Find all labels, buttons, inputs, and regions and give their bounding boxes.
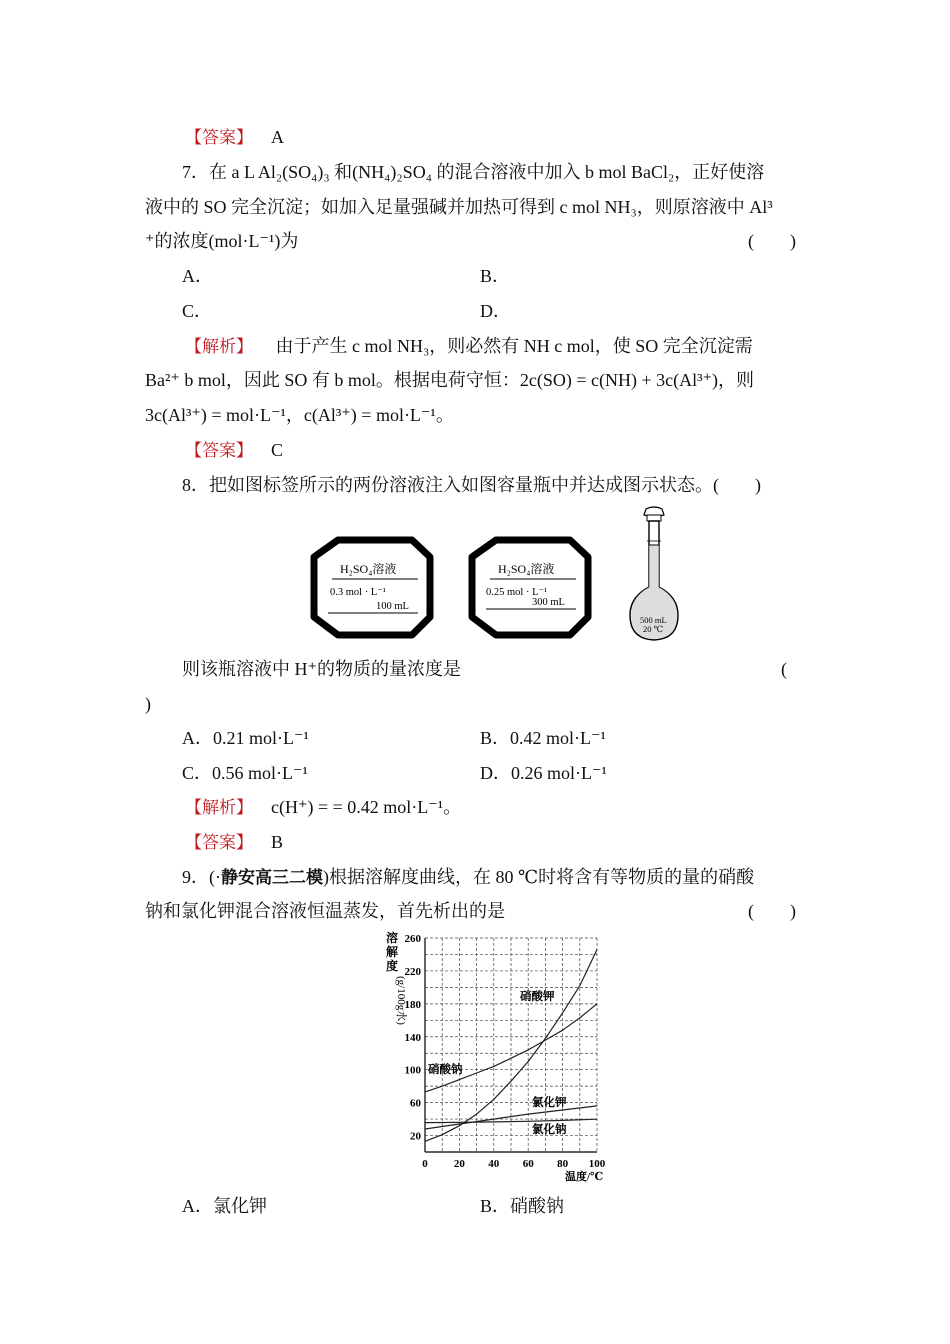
q8-option-c: C．0.56 mol·L⁻¹ — [182, 763, 308, 783]
label2-vol: 300 mL — [532, 597, 565, 608]
label1-vol: 100 mL — [376, 601, 409, 612]
q9-source-pre: (· — [209, 867, 221, 887]
q8-option-a: A．0.21 mol·L⁻¹ — [182, 728, 309, 748]
q7-analysis-3: 3c(Al³⁺) = mol·L⁻¹，c(Al³⁺) = mol·L⁻¹。 — [145, 405, 454, 425]
answer-value: C — [271, 440, 284, 460]
q7-option-c: C． — [182, 301, 213, 321]
q9-option-a: A．氯化钾 — [182, 1196, 267, 1216]
y-tick-label: 60 — [410, 1097, 421, 1110]
y-axis-label-unit: (g/100g水) — [395, 976, 407, 1025]
q7-analysis-1 — [185, 334, 753, 359]
flask-volume: 500 mL — [640, 615, 667, 625]
y-tick-label: 180 — [404, 998, 421, 1011]
q8-option-b: B．0.42 mol·L⁻¹ — [480, 728, 606, 748]
x-tick-label: 100 — [588, 1158, 606, 1170]
q7-answer-paren: ( ) — [748, 231, 796, 251]
q7-line2: 液中的 SO 完全沉淀；如加入足量强碱并加热可得到 c mol NH₃，则原溶液中 Al³ — [145, 197, 773, 217]
q9-number: 9． — [182, 867, 209, 887]
analysis-tag: 【解析】 — [185, 337, 253, 357]
series-label-kno3: 硝酸钾 — [520, 991, 555, 1003]
q7-option-b: B． — [480, 266, 511, 286]
series-label-nano3: 硝酸钠 — [428, 1064, 463, 1076]
solubility-chart — [380, 928, 620, 1188]
q8-text: 把如图标签所示的两份溶液注入如图容量瓶中并达成图示状态。( ) — [209, 475, 761, 495]
answer-tag: 【答案】 — [185, 441, 253, 461]
prev-answer — [185, 125, 284, 150]
q8-line1 — [182, 473, 761, 497]
q7-number: 7． — [182, 162, 209, 182]
q8-paren-close: ) — [145, 694, 151, 714]
answer-value: A — [271, 127, 284, 147]
q7-answer — [185, 438, 283, 463]
q8-paren-open: ( — [781, 659, 787, 679]
q9-source: 静安高三二模 — [221, 868, 323, 888]
answer-tag: 【答案】 — [185, 128, 253, 148]
q8-analysis — [185, 795, 461, 820]
label2-title: H₂SO₄溶液 — [498, 562, 555, 576]
y-axis-label: 解 — [386, 945, 399, 959]
q8-figure — [300, 505, 700, 645]
x-tick-label: 80 — [557, 1158, 569, 1170]
analysis-text: c(H⁺) = = 0.42 mol·L⁻¹。 — [271, 797, 462, 817]
q8-option-d: D．0.26 mol·L⁻¹ — [480, 763, 607, 783]
y-axis-label-top: 溶 — [386, 931, 399, 945]
q9-line2: 钠和氯化钾混合溶液恒温蒸发，首先析出的是 — [145, 901, 505, 921]
q7-line3: ⁺的浓度(mol·L⁻¹)为 — [145, 231, 299, 251]
analysis-tag: 【解析】 — [185, 798, 253, 818]
q9-line1 — [182, 865, 754, 890]
x-tick-label: 20 — [453, 1158, 465, 1170]
y-tick-label: 100 — [404, 1064, 421, 1077]
y-tick-label: 260 — [404, 933, 421, 945]
answer-value: B — [271, 832, 284, 852]
y-tick-label: 220 — [404, 965, 421, 978]
q8-number: 8． — [182, 475, 209, 495]
series-label-nacl: 氯化钠 — [532, 1124, 567, 1136]
y-tick-label: 140 — [404, 1031, 421, 1044]
x-axis-label: 温度/℃ — [565, 1171, 604, 1183]
q9-option-b: B．硝酸钠 — [480, 1196, 565, 1216]
x-tick-label: 40 — [488, 1158, 500, 1170]
x-tick-label: 0 — [422, 1158, 428, 1170]
solution-label-1 — [314, 540, 430, 635]
label1-conc: 0.3 mol · L⁻¹ — [330, 587, 386, 598]
y-tick-label: 20 — [410, 1130, 421, 1143]
series-label-kcl: 氯化钾 — [532, 1097, 567, 1109]
q9-answer-paren: ( ) — [748, 901, 796, 921]
q7-analysis-2: Ba²⁺ b mol，因此 SO 有 b mol。根据电荷守恒：2c(SO) = c(NH) + 3c(Al³⁺)，则 — [145, 370, 755, 390]
q7-option-d: D． — [480, 301, 511, 321]
solution-label-2 — [472, 540, 588, 635]
y-axis-label: 度 — [386, 959, 399, 973]
flask-temp: 20 ℃ — [643, 624, 664, 634]
label2-conc: 0.25 mol · L⁻¹ — [486, 587, 548, 598]
label1-title: H₂SO₄溶液 — [340, 562, 397, 576]
q9-text-1: )根据溶解度曲线，在 80 ℃时将含有等物质的量的硝酸 — [323, 867, 755, 887]
q7-option-a: A． — [182, 266, 213, 286]
x-tick-label: 60 — [522, 1158, 534, 1170]
chart-ticks — [405, 933, 606, 1170]
answer-tag: 【答案】 — [185, 833, 253, 853]
volumetric-flask — [630, 507, 678, 640]
q8-question: 则该瓶溶液中 H⁺的物质的量浓度是 — [182, 659, 461, 679]
analysis-text: 由于产生 c mol NH₃，则必然有 NH c mol，使 SO 完全沉淀需 — [275, 336, 753, 356]
q7-text-1: 在 a L Al₂(SO₄)₃ 和(NH₄)₂SO₄ 的混合溶液中加入 b mol BaCl₂，正好使溶 — [209, 162, 765, 182]
q7-line1 — [182, 160, 764, 184]
q8-answer — [185, 830, 283, 855]
